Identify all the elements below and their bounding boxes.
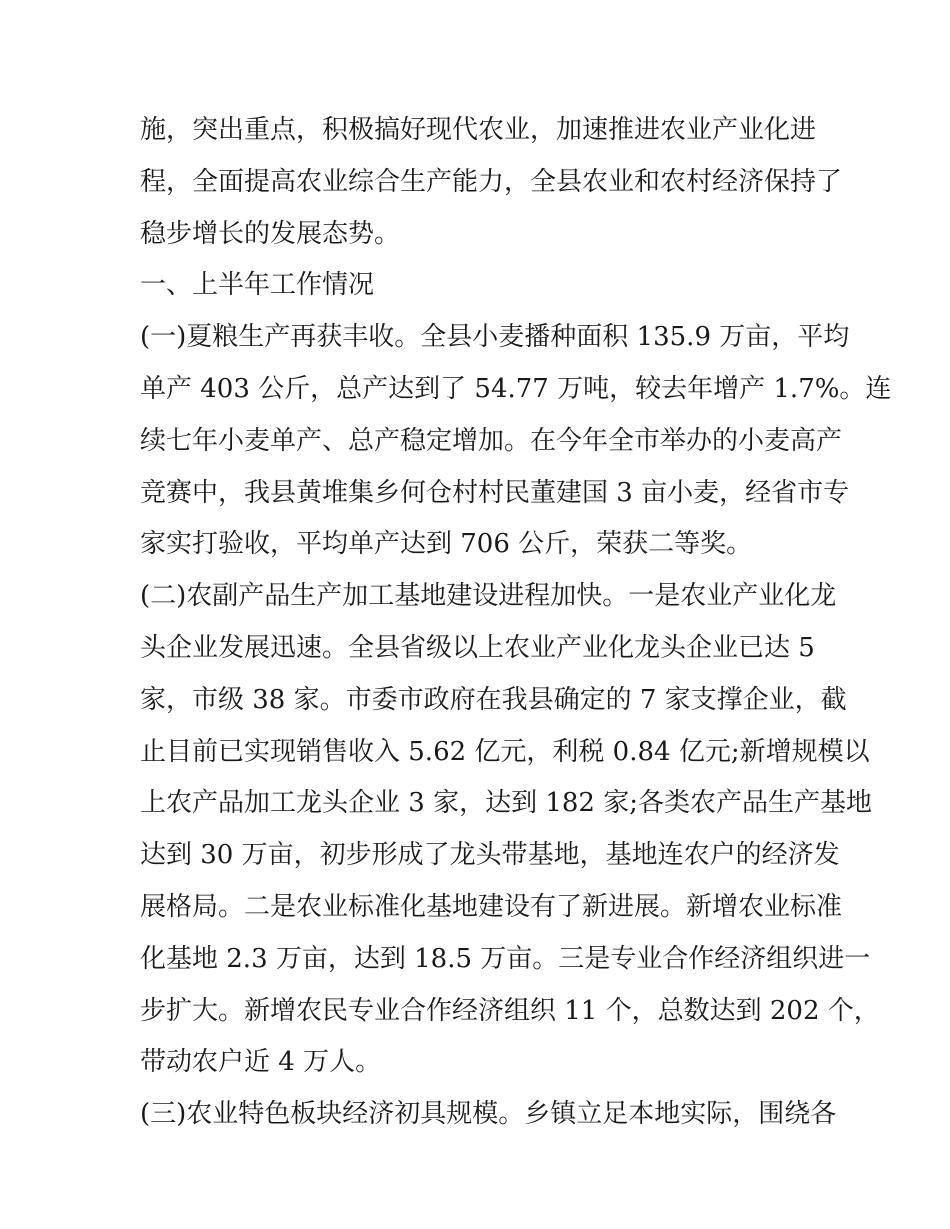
text-line: 施，突出重点，积极搞好现代农业，加速推进农业产业化进 (140, 115, 817, 145)
text-line: 上农产品加工龙头企业 3 家，达到 182 家;各类农产品生产基地 (140, 788, 872, 819)
text-line: 达到 30 万亩，初步形成了龙头带基地，基地连农户的经济发 (140, 840, 840, 871)
text-line: 步扩大。新增农民专业合作经济组织 11 个，总数达到 202 个， (140, 995, 880, 1026)
text-line: 家实打验收，平均单产达到 706 公斤，荣获二等奖。 (140, 529, 753, 560)
text-line: 止目前已实现销售收入 5.62 亿元，利税 0.84 亿元;新增规模以 (140, 736, 870, 767)
text-line: 家，市级 38 家。市委市政府在我县确定的 7 家支撑企业，截 (140, 684, 847, 715)
text-line: 程，全面提高农业综合生产能力，全县农业和农村经济保持了 (140, 166, 843, 197)
text-line: 单产 403 公斤，总产达到了 54.77 万吨，较去年增产 1.7%。连 (140, 373, 892, 404)
text-line: (三)农业特色板块经济初具规模。乡镇立足本地实际，围绕各 (140, 1099, 837, 1130)
text-line: (二)农副产品生产加工基地建设进程加快。一是农业产业化龙 (140, 581, 837, 612)
text-line: 竞赛中，我县黄堆集乡何仓村村民董建国 3 亩小麦，经省市专 (140, 477, 850, 508)
text-line: 头企业发展迅速。全县省级以上农业产业化龙头企业已达 5 (140, 632, 815, 663)
text-line: 化基地 2.3 万亩，达到 18.5 万亩。三是专业合作经济组织进一 (140, 943, 871, 974)
text-line: 续七年小麦单产、总产稳定增加。在今年全市举办的小麦高产 (140, 425, 843, 456)
text-line: 带动农户近 4 万人。 (140, 1047, 382, 1078)
text-line: (一)夏粮生产再获丰收。全县小麦播种面积 135.9 万亩，平均 (140, 322, 850, 353)
text-line: 稳步增长的发展态势。 (140, 218, 401, 249)
section-heading: 一、上半年工作情况 (140, 270, 375, 301)
text-line: 展格局。二是农业标准化基地建设有了新进展。新增农业标准 (140, 891, 843, 922)
document-body (140, 110, 892, 1146)
